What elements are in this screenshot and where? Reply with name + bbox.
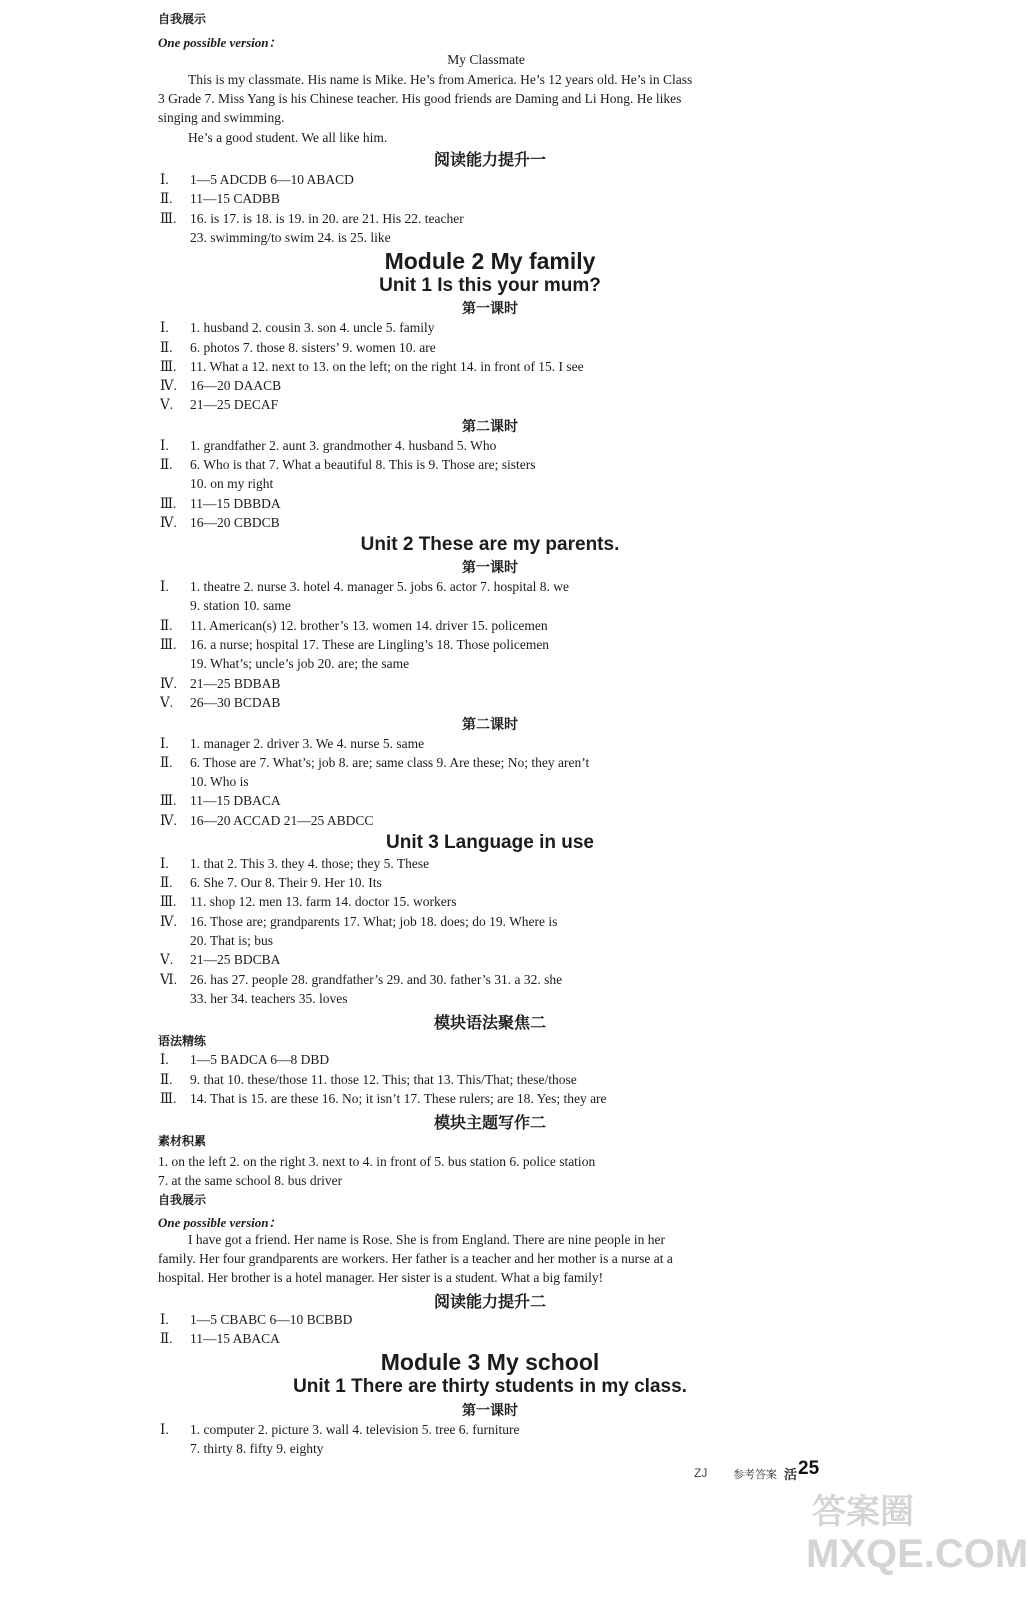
section-label-showcase: 自我展示 xyxy=(158,12,207,26)
answer-row: Ⅱ. 11. American(s) 12. brother’s 13. women 14. driver 15. policemen xyxy=(160,618,548,633)
answer-row: Ⅵ. 26. has 27. people 28. grandfather’s 29. and 30. father’s 31. a 32. she xyxy=(160,972,563,987)
answer-row: Ⅰ. 1—5 BADCA 6—8 DBD xyxy=(160,1052,330,1067)
answer-row: Ⅲ. 14. That is 15. are these 16. No; it isn’t 17. These rulers; are 18. Yes; they are xyxy=(160,1091,607,1106)
answer-row: Ⅰ. 1. that 2. This 3. they 4. those; they 5. These xyxy=(160,856,430,871)
footer-code: ZJ xyxy=(694,1466,708,1480)
answer-row: 7. thirty 8. fifty 9. eighty xyxy=(190,1441,324,1456)
lesson-title: 第二课时 xyxy=(462,419,518,435)
answer-row: Ⅰ. 1—5 ADCDB 6—10 ABACD xyxy=(160,172,354,187)
essay-line: family. Her four grandparents are workers. Her father is a teacher and her mother is a nurse at a xyxy=(158,1251,673,1266)
answer-row: Ⅲ. 16. is 17. is 18. is 19. in 20. are 21. His 22. teacher xyxy=(160,211,464,226)
section-label-showcase: 自我展示 xyxy=(158,1193,207,1207)
answer-row: Ⅴ. 21—25 BDCBA xyxy=(160,952,281,967)
possible-version-label: One possible version： xyxy=(158,35,282,50)
answer-row: Ⅴ. 21—25 DECAF xyxy=(160,397,279,412)
material-line: 1. on the left 2. on the right 3. next to 4. in front of 5. bus station 6. police station xyxy=(158,1154,596,1169)
answer-row: Ⅰ. 1. manager 2. driver 3. We 4. nurse 5. same xyxy=(160,736,425,751)
section-title-grammar: 模块语法聚焦二 xyxy=(433,1013,546,1032)
essay-line: 3 Grade 7. Miss Yang is his Chinese teacher. His good friends are Daming and Li Hong. He likes xyxy=(158,91,682,106)
footer-label: 参考答案 xyxy=(733,1468,777,1481)
answer-row: 10. on my right xyxy=(190,476,274,491)
lesson-title: 第一课时 xyxy=(462,1403,518,1419)
answer-row: Ⅱ. 6. She 7. Our 8. Their 9. Her 10. Its xyxy=(160,875,382,890)
answer-row: Ⅰ. 1—5 CBABC 6—10 BCBBD xyxy=(160,1312,353,1327)
answer-row: Ⅰ. 1. grandfather 2. aunt 3. grandmother 4. husband 5. Who xyxy=(160,438,497,453)
answer-row: Ⅳ. 16—20 DAACB xyxy=(160,378,282,393)
answer-row: Ⅲ. 11. What a 12. next to 13. on the left; on the right 14. in front of 15. I see xyxy=(160,359,584,374)
watermark-logo-cn: 答案圈 xyxy=(812,1492,914,1532)
answer-row: 9. station 10. same xyxy=(190,598,291,613)
answer-row: 20. That is; bus xyxy=(190,933,274,948)
answer-row: Ⅱ. 9. that 10. these/those 11. those 12. This; that 13. This/That; these/those xyxy=(160,1072,577,1087)
answer-row: Ⅰ. 1. husband 2. cousin 3. son 4. uncle 5. family xyxy=(160,320,435,335)
section-label-material: 素材积累 xyxy=(158,1134,207,1148)
possible-version-label: One possible version： xyxy=(158,1215,282,1230)
footer-brand: 活 xyxy=(784,1468,798,1483)
answer-row: Ⅲ. 11—15 DBBDA xyxy=(160,496,281,511)
material-line: 7. at the same school 8. bus driver xyxy=(158,1173,343,1188)
page-number: 25 xyxy=(798,1458,820,1479)
unit-title: Unit 3 Language in use xyxy=(386,832,594,853)
answer-row: Ⅲ. 16. a nurse; hospital 17. These are Lingling’s 18. Those policemen xyxy=(160,637,550,652)
essay-line: This is my classmate. His name is Mike. He’s from America. He’s 12 years old. He’s in Class xyxy=(188,72,693,87)
answer-row: 23. swimming/to swim 24. is 25. like xyxy=(190,230,391,245)
essay-line: singing and swimming. xyxy=(158,110,285,125)
module-title: Module 2 My family xyxy=(384,248,596,274)
essay-line: He’s a good student. We all like him. xyxy=(188,130,388,145)
unit-title: Unit 1 There are thirty students in my class. xyxy=(293,1376,687,1397)
answer-row: Ⅱ. 6. Those are 7. What’s; job 8. are; same class 9. Are these; No; they aren’t xyxy=(160,755,590,770)
essay-line: hospital. Her brother is a hotel manager. Her sister is a student. What a big family! xyxy=(158,1270,604,1285)
section-title-reading-2: 阅读能力提升二 xyxy=(433,1292,546,1311)
answer-row: Ⅱ. 6. photos 7. those 8. sisters’ 9. women 10. are xyxy=(160,340,436,355)
lesson-title: 第一课时 xyxy=(462,301,518,317)
essay-line: I have got a friend. Her name is Rose. She is from England. There are nine people in her xyxy=(188,1232,665,1247)
answer-row: Ⅲ. 11. shop 12. men 13. farm 14. doctor 15. workers xyxy=(160,894,457,909)
unit-title: Unit 2 These are my parents. xyxy=(360,534,620,555)
answer-row: 33. her 34. teachers 35. loves xyxy=(190,991,348,1006)
answer-row: 19. What’s; uncle’s job 20. are; the same xyxy=(190,656,410,671)
answer-row: Ⅳ. 16—20 ACCAD 21—25 ABDCC xyxy=(160,813,374,828)
essay-title: My Classmate xyxy=(447,52,525,67)
answer-row: Ⅲ. 11—15 DBACA xyxy=(160,793,281,808)
section-title-reading-1: 阅读能力提升一 xyxy=(433,150,546,169)
answer-row: Ⅴ. 26—30 BCDAB xyxy=(160,695,281,710)
unit-title: Unit 1 Is this your mum? xyxy=(379,275,601,296)
watermark-text: MXQE.COM xyxy=(806,1532,1028,1576)
lesson-title: 第二课时 xyxy=(462,717,518,733)
module-title: Module 3 My school xyxy=(380,1349,600,1375)
lesson-title: 第一课时 xyxy=(462,560,518,576)
answer-row: Ⅳ. 16. Those are; grandparents 17. What; job 18. does; do 19. Where is xyxy=(160,914,558,929)
answer-row: Ⅳ. 21—25 BDBAB xyxy=(160,676,281,691)
answer-row: Ⅳ. 16—20 CBDCB xyxy=(160,515,280,530)
answer-row: Ⅱ. 11—15 CADBB xyxy=(160,191,280,206)
answer-row: Ⅰ. 1. computer 2. picture 3. wall 4. television 5. tree 6. furniture xyxy=(160,1422,520,1437)
answer-row: Ⅰ. 1. theatre 2. nurse 3. hotel 4. manager 5. jobs 6. actor 7. hospital 8. we xyxy=(160,579,570,594)
answer-row: Ⅱ. 11—15 ABACA xyxy=(160,1331,280,1346)
section-label-grammar-practice: 语法精练 xyxy=(158,1034,207,1048)
section-title-writing: 模块主题写作二 xyxy=(433,1113,546,1132)
answer-row: 10. Who is xyxy=(190,774,249,789)
answer-row: Ⅱ. 6. Who is that 7. What a beautiful 8. This is 9. Those are; sisters xyxy=(160,457,536,472)
